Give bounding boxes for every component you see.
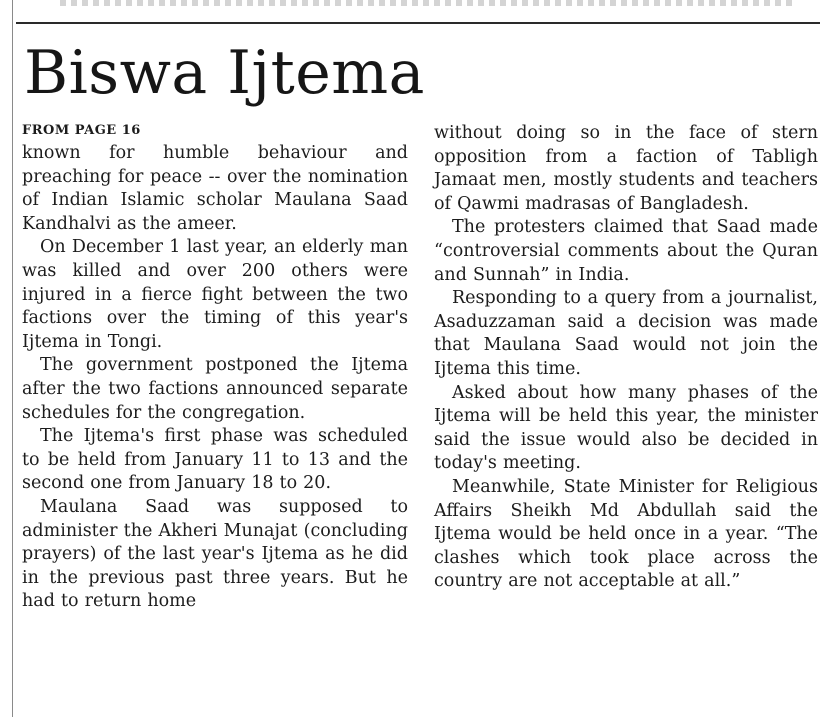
headline-rule [16,22,820,24]
column-divider-line [12,0,13,717]
cropped-previous-text [60,0,792,6]
headline: Biswa Ijtema [24,38,425,108]
paragraph: Asked about how many phases of the Ijtema will be held this year, the minister said the issue would also be decided in today's meeting. [434,382,818,474]
paragraph: Meanwhile, State Minister for Religious Affairs Sheikh Md Abdullah said the Ijtema would be held once in a year. “The clashes which took place across the country are not acceptable at all.” [434,476,818,592]
paragraph: The government postponed the Ijtema after the two factions announced separate schedules for the congregation. [22,355,408,423]
article-column-left [22,122,408,614]
paragraph: The Ijtema's first phase was scheduled to be held from January 11 to 13 and the second one from January 18 to 20. [22,426,408,494]
paragraph: On December 1 last year, an elderly man was killed and over 200 others were injured in a fierce fight between the two factions over the timing of this year's Ijtema in Tongi. [22,237,408,352]
article-column-right [434,122,818,594]
paragraph: Maulana Saad was supposed to administer the Akheri Munajat (concluding prayers) of the last year's Ijtema as he did in the previous past three years. But he had to return home [22,496,408,612]
paragraph: Responding to a query from a journalist, Asaduzzaman said a decision was made that Maulana Saad would not join the Ijtema this time. [434,288,818,379]
paragraph: known for humble behaviour and preaching for peace -- over the nomination of Indian Islamic scholar Maulana Saad Kandhalvi as the ameer. [22,143,408,234]
paragraph: The protesters claimed that Saad made “controversial comments about the Quran and Sunnah” in India. [434,217,818,285]
continuation-kicker: FROM PAGE 16 [22,123,141,138]
paragraph: without doing so in the face of stern opposition from a faction of Tabligh Jamaat men, mostly students and teachers of Qawmi madrasas of Bangladesh. [434,123,818,214]
